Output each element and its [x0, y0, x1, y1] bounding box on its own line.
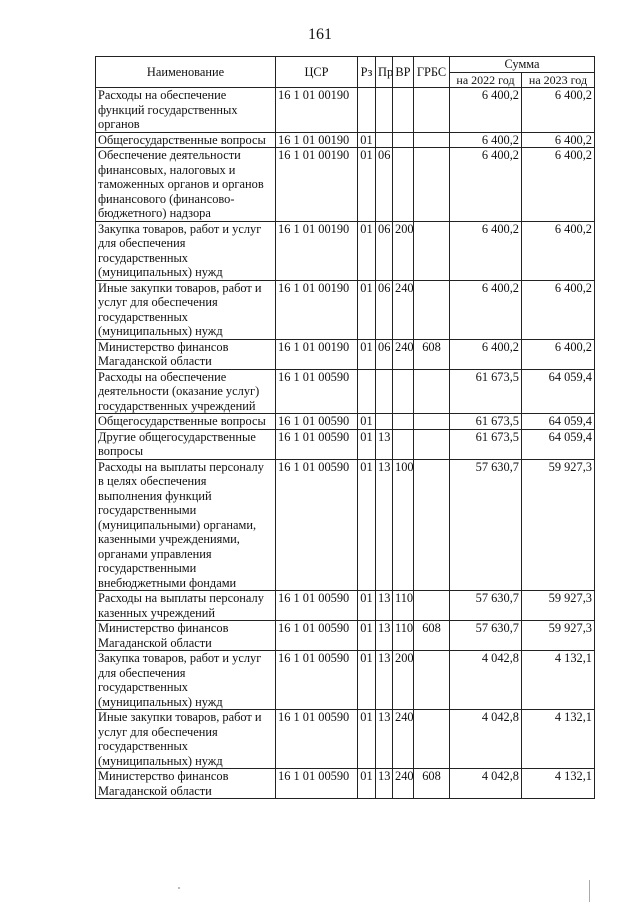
row-name-line: Обеспечение деятельности — [98, 148, 241, 162]
row-sum-2023: 59 927,3 — [522, 459, 595, 591]
table-row — [96, 429, 595, 459]
row-name-line: казенных учреждений — [98, 605, 215, 620]
row-name-line: финансовых, налоговых и — [98, 162, 236, 177]
row-name-line: бюджетного) надзора — [98, 206, 211, 220]
row-name-line: Магаданской области — [98, 635, 212, 650]
row-pr: 06 — [376, 339, 393, 369]
row-pr — [376, 414, 393, 430]
row-vr: 110 — [393, 591, 414, 621]
row-name-line: государственными — [98, 503, 197, 517]
row-rz: 01 — [358, 710, 376, 769]
row-rz: 01 — [358, 148, 376, 222]
row-vr: 240 — [393, 339, 414, 369]
row-name-line: органами управления — [98, 546, 212, 561]
row-grbs — [414, 429, 450, 459]
row-rz: 01 — [358, 651, 376, 710]
row-csr: 16 1 01 00590 — [276, 369, 358, 414]
row-rz — [358, 88, 376, 133]
row-sum-2022: 57 630,7 — [450, 621, 522, 651]
row-vr: 200 — [393, 221, 414, 280]
row-vr — [393, 369, 414, 414]
row-rz: 01 — [358, 339, 376, 369]
row-csr: 16 1 01 00190 — [276, 221, 358, 280]
row-name — [96, 591, 276, 621]
row-name — [96, 769, 276, 799]
row-name-line: для обеспечения — [98, 665, 186, 680]
row-sum-2022: 4 042,8 — [450, 710, 522, 769]
table-row — [96, 148, 595, 222]
table-row — [96, 369, 595, 414]
row-name-line: (муниципальных) нужд — [98, 265, 223, 279]
row-sum-2022: 61 673,5 — [450, 414, 522, 430]
row-sum-2023: 64 059,4 — [522, 369, 595, 414]
scan-speck — [178, 887, 180, 889]
table-row — [96, 459, 595, 591]
row-name-line: Расходы на выплаты персоналу — [98, 459, 264, 474]
row-name-line: Магаданской области — [98, 783, 212, 798]
header-pr: Пр — [376, 57, 393, 88]
row-rz: 01 — [358, 769, 376, 799]
row-sum-2022: 6 400,2 — [450, 221, 522, 280]
row-sum-2022: 61 673,5 — [450, 429, 522, 459]
row-vr — [393, 414, 414, 430]
header-year-2023: на 2023 год — [522, 72, 595, 88]
row-sum-2022: 4 042,8 — [450, 769, 522, 799]
row-rz: 01 — [358, 221, 376, 280]
row-grbs — [414, 591, 450, 621]
row-name-line: органов — [98, 117, 140, 131]
row-grbs — [414, 132, 450, 148]
table-row — [96, 132, 595, 148]
row-pr: 13 — [376, 459, 393, 591]
row-sum-2022: 6 400,2 — [450, 339, 522, 369]
row-grbs — [414, 88, 450, 133]
row-csr: 16 1 01 00190 — [276, 88, 358, 133]
row-name-line: государственных — [98, 680, 189, 694]
row-name-line: для обеспечения — [98, 236, 186, 250]
row-vr: 240 — [393, 710, 414, 769]
row-rz — [358, 369, 376, 414]
table-header — [96, 57, 595, 88]
row-name-line: государственных — [98, 739, 189, 753]
row-vr — [393, 148, 414, 222]
row-csr: 16 1 01 00190 — [276, 339, 358, 369]
row-sum-2023: 59 927,3 — [522, 621, 595, 651]
row-pr: 06 — [376, 148, 393, 222]
row-sum-2022: 6 400,2 — [450, 132, 522, 148]
row-grbs — [414, 414, 450, 430]
table-row — [96, 414, 595, 430]
row-pr: 13 — [376, 769, 393, 799]
table-row — [96, 769, 595, 799]
row-pr: 06 — [376, 221, 393, 280]
row-grbs: 608 — [414, 339, 450, 369]
row-name-line: вопросы — [98, 444, 144, 458]
row-csr: 16 1 01 00590 — [276, 710, 358, 769]
row-name — [96, 651, 276, 710]
row-grbs — [414, 148, 450, 222]
row-rz: 01 — [358, 414, 376, 430]
row-sum-2022: 57 630,7 — [450, 459, 522, 591]
row-name — [96, 148, 276, 222]
row-rz: 01 — [358, 429, 376, 459]
row-name-line: Расходы на обеспечение — [98, 369, 227, 384]
row-pr — [376, 132, 393, 148]
row-pr — [376, 369, 393, 414]
row-name — [96, 459, 276, 591]
row-vr: 110 — [393, 621, 414, 651]
row-name-line: казенными учреждениями, — [98, 532, 240, 546]
row-csr: 16 1 01 00590 — [276, 414, 358, 430]
row-grbs — [414, 710, 450, 769]
row-csr: 16 1 01 00590 — [276, 651, 358, 710]
row-name-line: Общегосударственные вопросы — [98, 132, 266, 147]
row-name — [96, 132, 276, 148]
row-vr: 240 — [393, 769, 414, 799]
row-sum-2022: 6 400,2 — [450, 88, 522, 133]
row-grbs — [414, 459, 450, 591]
row-name-line: Министерство финансов — [98, 339, 229, 354]
row-csr: 16 1 01 00590 — [276, 429, 358, 459]
row-name-line: государственных — [98, 250, 189, 265]
row-csr: 16 1 01 00190 — [276, 132, 358, 148]
row-pr: 13 — [376, 429, 393, 459]
row-name-line: (муниципальными) органами, — [98, 517, 257, 532]
table-row — [96, 339, 595, 369]
row-name-line: таможенных органов и органов — [98, 177, 264, 191]
row-vr: 100 — [393, 459, 414, 591]
budget-table — [95, 56, 595, 799]
row-name — [96, 429, 276, 459]
row-name-line: Иные закупки товаров, работ и — [98, 710, 262, 724]
row-csr: 16 1 01 00190 — [276, 148, 358, 222]
row-sum-2023: 6 400,2 — [522, 339, 595, 369]
row-pr: 13 — [376, 621, 393, 651]
row-name-line: (муниципальных) нужд — [98, 694, 223, 709]
row-name — [96, 280, 276, 339]
row-csr: 16 1 01 00590 — [276, 591, 358, 621]
row-csr: 16 1 01 00190 — [276, 280, 358, 339]
row-csr: 16 1 01 00590 — [276, 769, 358, 799]
row-name — [96, 339, 276, 369]
row-name-line: выполнения функций — [98, 488, 212, 503]
row-pr — [376, 88, 393, 133]
row-name-line: Иные закупки товаров, работ и — [98, 280, 262, 295]
row-rz: 01 — [358, 280, 376, 339]
row-sum-2023: 59 927,3 — [522, 591, 595, 621]
row-grbs — [414, 651, 450, 710]
row-sum-2023: 6 400,2 — [522, 88, 595, 133]
row-name-line: Расходы на выплаты персоналу — [98, 591, 264, 605]
row-name-line: Закупка товаров, работ и услуг — [98, 651, 262, 665]
row-sum-2023: 4 132,1 — [522, 651, 595, 710]
header-sum: Сумма — [450, 57, 595, 73]
row-grbs — [414, 369, 450, 414]
page-number: 161 — [308, 26, 332, 43]
header-vr: ВР — [393, 57, 414, 88]
row-grbs: 608 — [414, 769, 450, 799]
table-row — [96, 280, 595, 339]
row-vr: 240 — [393, 280, 414, 339]
row-sum-2023: 64 059,4 — [522, 414, 595, 430]
row-grbs — [414, 221, 450, 280]
row-sum-2023: 4 132,1 — [522, 769, 595, 799]
row-name-line: деятельности (оказание услуг) — [98, 384, 260, 398]
table-row — [96, 710, 595, 769]
row-name — [96, 414, 276, 430]
row-sum-2022: 57 630,7 — [450, 591, 522, 621]
table-row — [96, 651, 595, 710]
row-name-line: Магаданской области — [98, 354, 212, 368]
row-name-line: Другие общегосударственные — [98, 429, 256, 444]
row-name-line: Министерство финансов — [98, 769, 229, 783]
row-rz: 01 — [358, 621, 376, 651]
row-name — [96, 221, 276, 280]
margin-mark — [589, 880, 590, 902]
row-sum-2023: 6 400,2 — [522, 132, 595, 148]
row-pr: 13 — [376, 710, 393, 769]
header-rz: Рз — [358, 57, 376, 88]
row-pr: 13 — [376, 591, 393, 621]
row-name — [96, 369, 276, 414]
row-vr — [393, 429, 414, 459]
row-name — [96, 710, 276, 769]
row-csr: 16 1 01 00590 — [276, 459, 358, 591]
row-name-line: (муниципальных) нужд — [98, 324, 223, 338]
table-row — [96, 591, 595, 621]
row-sum-2022: 4 042,8 — [450, 651, 522, 710]
row-name — [96, 88, 276, 133]
row-name-line: функций государственных — [98, 102, 238, 117]
row-csr: 16 1 01 00590 — [276, 621, 358, 651]
row-sum-2023: 6 400,2 — [522, 280, 595, 339]
row-vr: 200 — [393, 651, 414, 710]
row-name-line: государственных учреждений — [98, 398, 256, 413]
row-name-line: (муниципальных) нужд — [98, 753, 223, 768]
row-name-line: Министерство финансов — [98, 621, 229, 635]
row-sum-2023: 6 400,2 — [522, 221, 595, 280]
row-name-line: государственных — [98, 309, 189, 324]
row-vr — [393, 88, 414, 133]
row-name-line: Закупка товаров, работ и услуг — [98, 221, 262, 236]
row-sum-2023: 6 400,2 — [522, 148, 595, 222]
row-sum-2022: 6 400,2 — [450, 148, 522, 222]
row-name-line: внебюджетными фондами — [98, 575, 237, 590]
header-grbs: ГРБС — [414, 57, 450, 88]
row-sum-2023: 64 059,4 — [522, 429, 595, 459]
row-name-line: услуг для обеспечения — [98, 295, 218, 309]
row-name-line: в целях обеспечения — [98, 474, 207, 488]
table-row — [96, 221, 595, 280]
header-csr: ЦСР — [276, 57, 358, 88]
table-body — [96, 88, 595, 799]
row-sum-2023: 4 132,1 — [522, 710, 595, 769]
row-pr: 06 — [376, 280, 393, 339]
row-sum-2022: 61 673,5 — [450, 369, 522, 414]
header-year-2022: на 2022 год — [450, 72, 522, 88]
table-row — [96, 621, 595, 651]
row-vr — [393, 132, 414, 148]
row-rz: 01 — [358, 132, 376, 148]
row-rz: 01 — [358, 459, 376, 591]
row-name-line: Общегосударственные вопросы — [98, 414, 266, 428]
row-name-line: государственными — [98, 561, 197, 575]
table-row — [96, 88, 595, 133]
row-name-line: Расходы на обеспечение — [98, 88, 227, 102]
row-grbs — [414, 280, 450, 339]
header-name: Наименование — [96, 57, 276, 88]
row-name — [96, 621, 276, 651]
row-sum-2022: 6 400,2 — [450, 280, 522, 339]
row-pr: 13 — [376, 651, 393, 710]
row-rz: 01 — [358, 591, 376, 621]
row-grbs: 608 — [414, 621, 450, 651]
row-name-line: финансового (финансово- — [98, 191, 235, 206]
row-name-line: услуг для обеспечения — [98, 724, 218, 739]
